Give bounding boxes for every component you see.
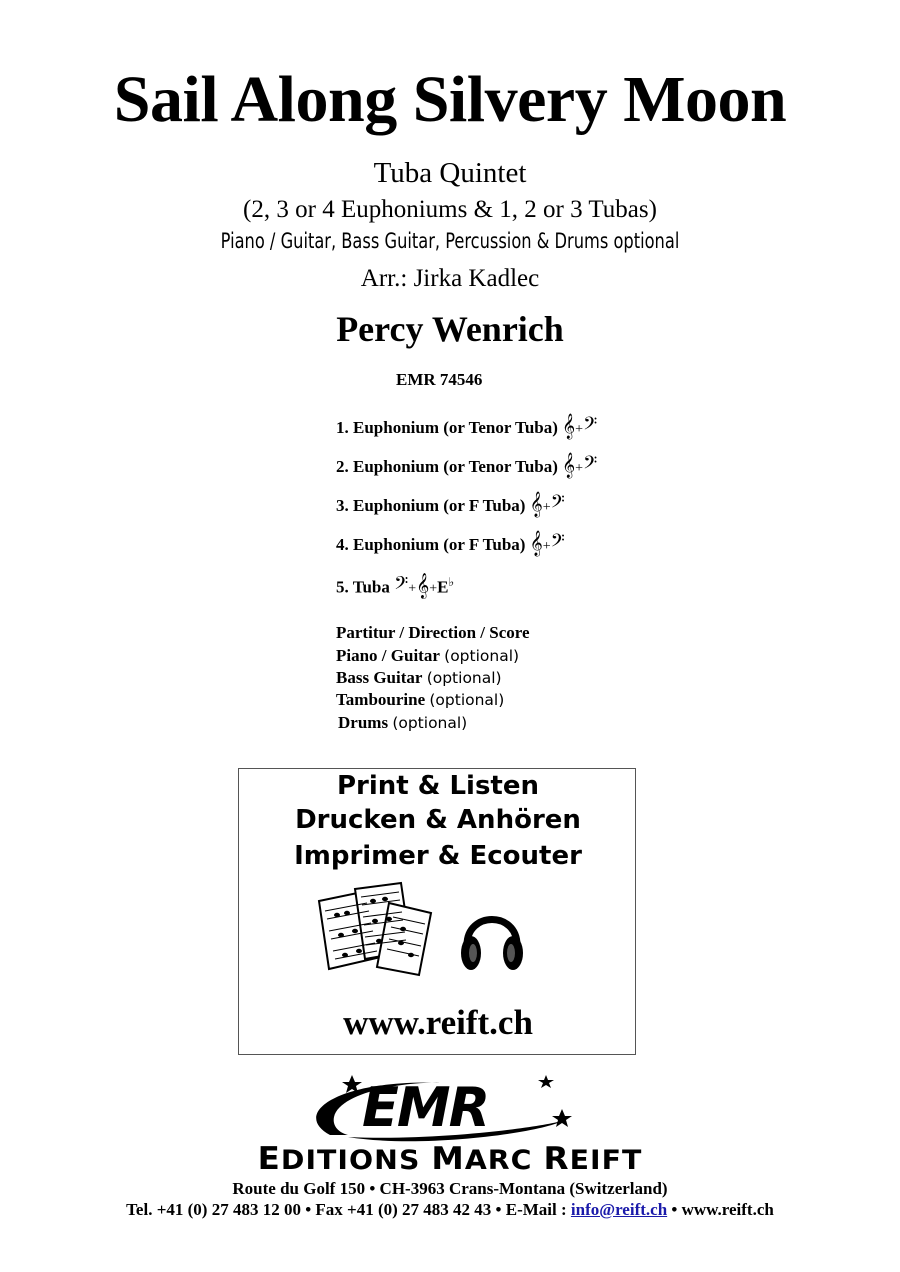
extra-piano — [336, 645, 519, 668]
promo-line-de: Drucken & Anhören — [295, 805, 581, 835]
publisher-address: Route du Golf 150 • CH-3963 Crans-Montana (Switzerland) — [232, 1179, 668, 1198]
extra-name: Bass Guitar — [336, 668, 423, 687]
part-label: 4. Euphonium (or F Tuba) — [336, 535, 526, 554]
extra-name: Partitur / Direction / Score — [336, 623, 530, 642]
plus-sign: + — [575, 422, 584, 437]
optional-instruments: Piano / Guitar, Bass Guitar, Percussion & Drums optional — [220, 229, 680, 253]
extra-note: (optional) — [426, 669, 502, 687]
catalog-number: EMR 74546 — [396, 370, 483, 389]
part-1 — [336, 416, 597, 441]
publisher-name: EDITIONS MARC REIFT — [257, 1141, 643, 1177]
treble-clef-icon: 𝄞 — [529, 492, 543, 517]
website-link[interactable]: www.reift.ch — [343, 1003, 533, 1042]
treble-clef-icon: 𝄞 — [416, 573, 430, 599]
e-flat-label: E — [437, 577, 449, 597]
extra-note: (optional) — [392, 714, 468, 732]
extra-name: Piano / Guitar — [336, 646, 440, 665]
extra-drums — [338, 712, 467, 735]
bass-clef-icon: 𝄢 — [550, 492, 565, 517]
treble-clef-icon: 𝄞 — [529, 531, 543, 556]
promo-line-fr: Imprimer & Ecouter — [294, 841, 582, 871]
extra-note: (optional) — [429, 691, 505, 709]
plus-sign: + — [429, 581, 438, 597]
part-3 — [336, 494, 565, 519]
arranger: Arr.: Jirka Kadlec — [360, 265, 540, 292]
treble-clef-icon: 𝄞 — [562, 414, 576, 439]
headphones-icon — [457, 897, 527, 977]
part-label: 3. Euphonium (or F Tuba) — [336, 496, 526, 515]
print-listen-box — [238, 768, 636, 1055]
instrumentation: (2, 3 or 4 Euphoniums & 1, 2 or 3 Tubas) — [243, 196, 657, 223]
contact-website: • www.reift.ch — [667, 1200, 774, 1219]
part-label: 5. Tuba — [336, 577, 390, 597]
page-title: Sail Along Silvery Moon — [113, 63, 787, 136]
part-5 — [336, 571, 454, 601]
extra-name: Tambourine — [336, 690, 426, 709]
bass-clef-icon: 𝄢 — [583, 414, 598, 439]
plus-sign: + — [542, 500, 551, 515]
extra-bass-guitar — [336, 667, 502, 690]
extra-note: (optional) — [444, 647, 520, 665]
bass-clef-icon: 𝄢 — [583, 453, 598, 478]
flat-sign: ♭ — [448, 575, 455, 589]
part-label: 1. Euphonium (or Tenor Tuba) — [336, 418, 558, 437]
bass-clef-icon: 𝄢 — [394, 573, 409, 599]
emr-logo-text: EMR — [362, 1076, 489, 1139]
part-label: 2. Euphonium (or Tenor Tuba) — [336, 457, 558, 476]
subtitle: Tuba Quintet — [373, 157, 527, 189]
plus-sign: + — [542, 539, 551, 554]
part-4 — [336, 533, 565, 558]
email-link[interactable]: info@reift.ch — [570, 1200, 668, 1219]
extra-score — [336, 622, 530, 645]
plus-sign: + — [408, 581, 417, 597]
extra-name: Drums — [338, 713, 389, 732]
publisher-contact — [0, 1199, 900, 1221]
sheet-music-icon — [315, 879, 445, 979]
extra-tambourine — [336, 689, 504, 712]
contact-phone-fax: Tel. +41 (0) 27 483 12 00 • Fax +41 (0) 27 483 42 43 • E-Mail : — [126, 1200, 571, 1219]
promo-line-en: Print & Listen — [336, 771, 540, 801]
part-2 — [336, 455, 597, 480]
treble-clef-icon: 𝄞 — [562, 453, 576, 478]
bass-clef-icon: 𝄢 — [550, 531, 565, 556]
composer: Percy Wenrich — [336, 309, 564, 349]
plus-sign: + — [575, 461, 584, 476]
